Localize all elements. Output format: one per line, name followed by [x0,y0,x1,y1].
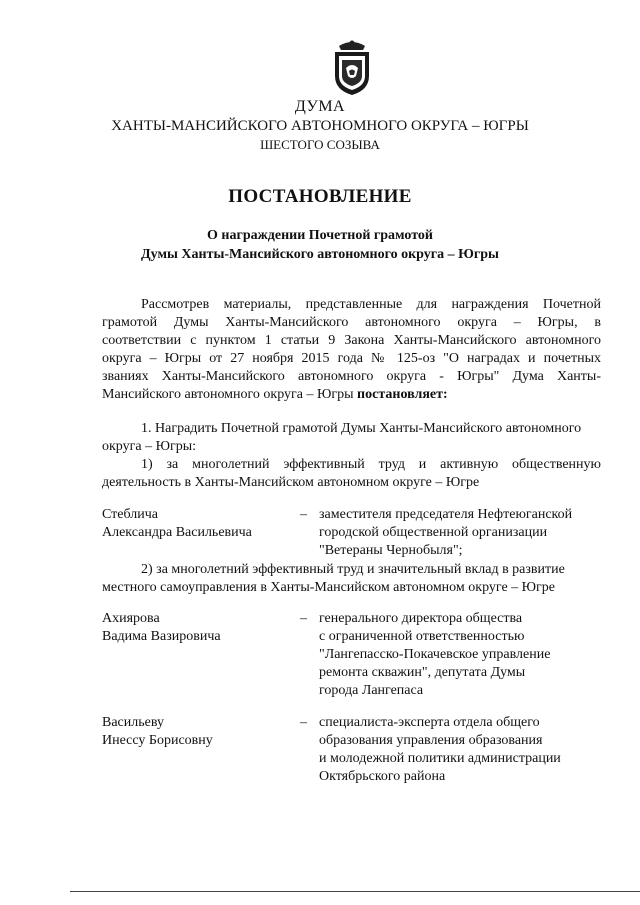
document-title: ПОСТАНОВЛЕНИЕ [228,186,412,207]
awardee-2-dash: – [300,611,307,626]
subject-line-1: О награждении Почетной грамотой [207,228,433,243]
awardee-1-desc-2: городской общественной организации [319,525,548,540]
sub1-line-2: деятельность в Ханты-Мансийском автономном округе – Югре [102,475,480,490]
sub1-line-1: 1) за многолетний эффективный труд и активную общественную [141,457,601,472]
awardee-2-desc-3: "Лангепасско-Покачевское управление [319,647,551,662]
awardee-2-desc-4: ремонта скважин", депутата Думы [319,665,526,680]
awardee-2-desc-2: с ограниченной ответственностью [319,629,525,644]
preamble-line-2: грамотой Думы Ханты-Мансийского автономного округа – Югры, в [102,315,601,330]
preamble-line-1: Рассмотрев материалы, представленные для награждения Почетной [141,297,601,312]
awardee-2-desc-5: города Лангепаса [319,683,424,698]
awardee-1-desc-1: заместителя председателя Нефтеюганской [319,507,573,522]
awardee-3-desc-2: образования управления образования [319,733,543,748]
okrug-heading: ХАНТЫ-МАНСИЙСКОГО АВТОНОМНОГО ОКРУГА – ЮГРЫ [111,118,529,134]
awardee-3-dash: – [300,715,307,730]
awardee-3-desc-1: специалиста-эксперта отдела общего [319,715,540,730]
awardee-1-dash: – [300,507,307,522]
awardee-1-surname: Стеблича [102,507,158,522]
sub2-line-2: местного самоуправления в Ханты-Мансийском автономном округе – Югре [102,580,555,595]
awardee-3-surname: Васильеву [102,715,164,730]
awardee-1-desc-3: "Ветераны Чернобыля"; [319,543,463,558]
preamble-line-4: округа – Югры от 27 ноября 2015 года № 125-оз "О наградах и почетных [102,351,601,366]
awardee-2-name: Вадима Вазировича [102,629,221,644]
sub2-line-1: 2) за многолетний эффективный труд и значительный вклад в развитие [141,562,565,577]
awardee-2-desc-1: генерального директора общества [319,611,523,626]
preamble-line-6-text: Мансийского автономного округа – Югры [102,387,358,402]
preamble-line-6 [102,386,448,403]
awardee-2-surname: Ахиярова [102,611,160,626]
awardee-3-name: Инессу Борисовну [102,733,213,748]
resolves-word: постановляет: [357,387,448,402]
preamble-line-5: званиях Ханты-Мансийского автономного округа - Югры" Дума Ханты- [102,369,601,384]
subject-line-2: Думы Ханты-Мансийского автономного округа – Югры [141,247,499,262]
preamble-line-3: соответствии с пунктом 1 статьи 9 Закона Ханты-Мансийского автономного [102,333,601,348]
item1-line-1: 1. Наградить Почетной грамотой Думы Ханты-Мансийского автономного [141,421,582,436]
bottom-rule [70,891,640,892]
item1-line-2: округа – Югры: [102,439,197,454]
duma-heading: ДУМА [294,98,346,115]
awardee-1-name: Александра Васильевича [102,525,252,540]
awardee-3-desc-4: Октябрьского района [319,769,446,784]
coat-of-arms-emblem [329,38,375,96]
awardee-3-desc-3: и молодежной политики администрации [319,751,561,766]
sozyv-heading: ШЕСТОГО СОЗЫВА [260,137,380,152]
